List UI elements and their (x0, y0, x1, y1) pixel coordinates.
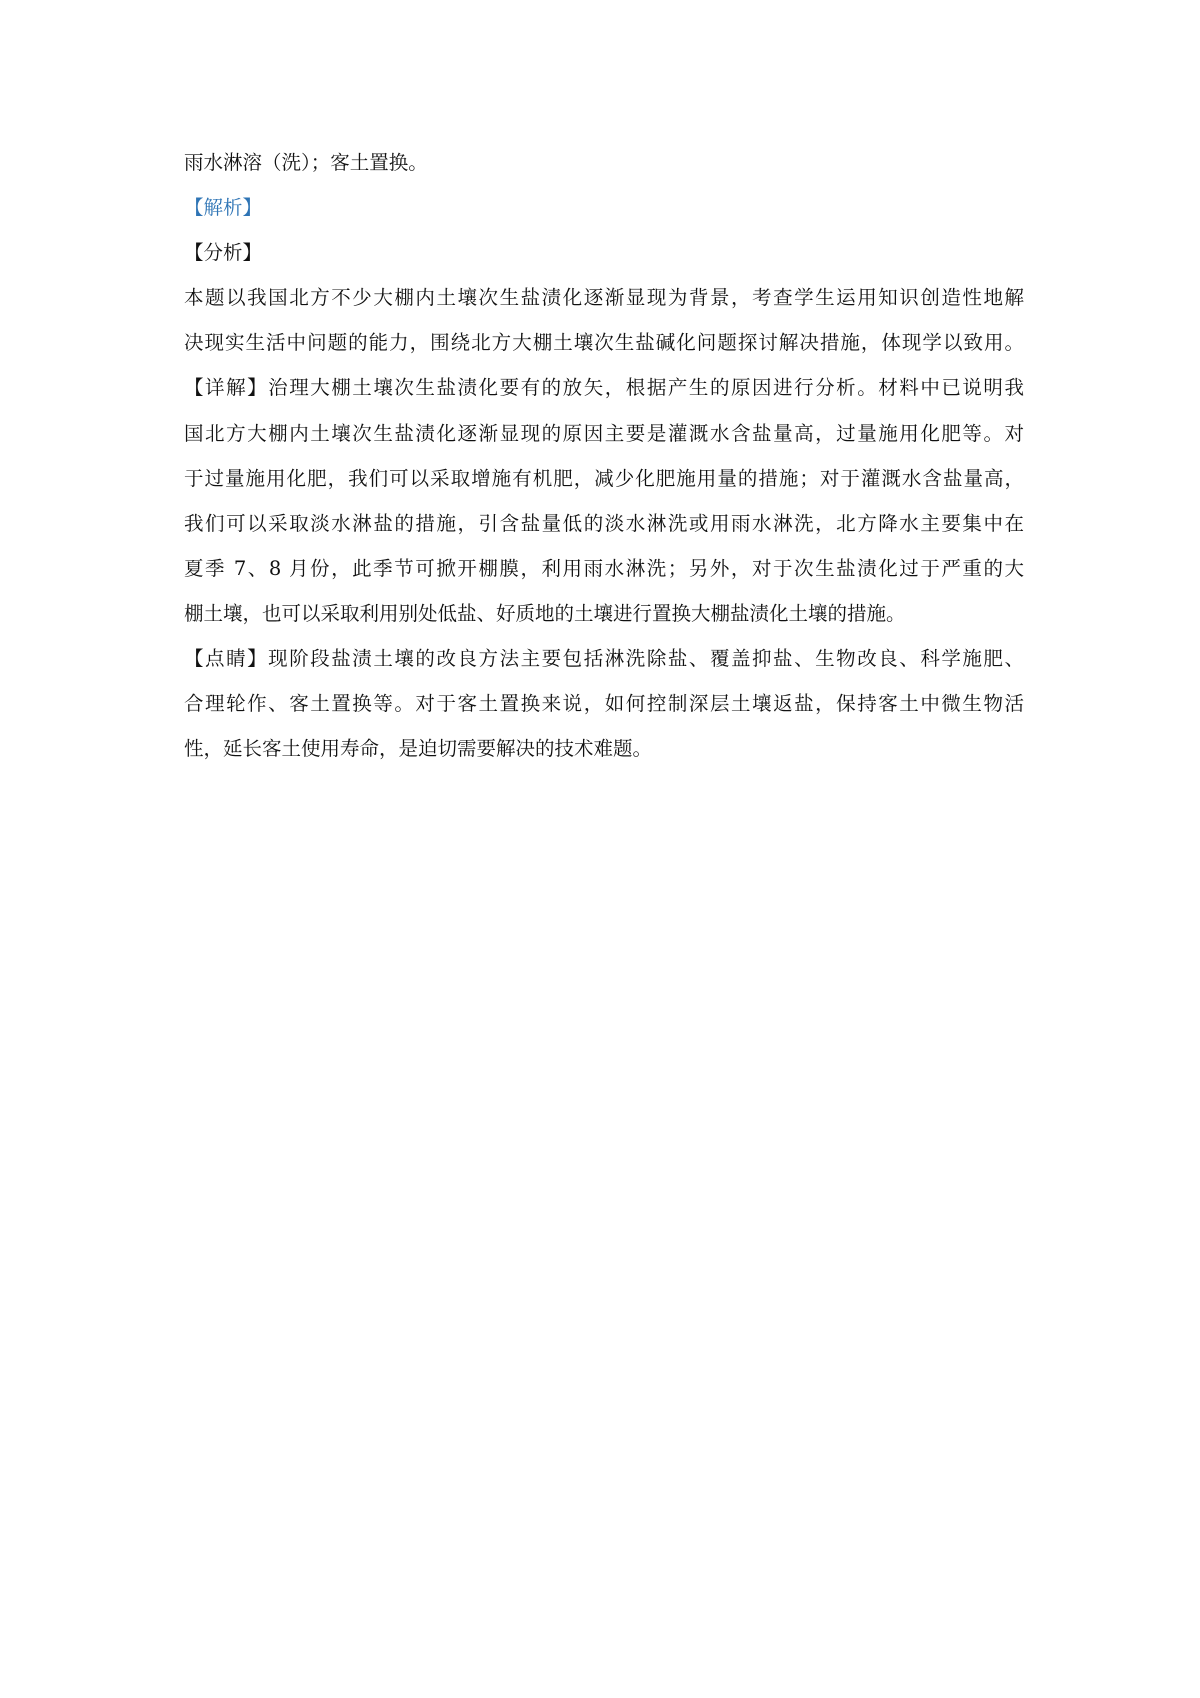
detail-line (184, 511, 1024, 537)
detail-text: 于过量施用化肥，我们可以采取增施有机肥，减少化肥施用量的措施；对于灌溉水含盐量高， (184, 466, 1024, 490)
analysis-line (184, 285, 1024, 311)
fenxi-label: 【分析】 (184, 241, 263, 265)
fenxi-heading (184, 240, 1024, 266)
document-page (184, 150, 1024, 781)
detail-text: 棚土壤，也可以采取利用别处低盐、好质地的土壤进行置换大棚盐渍化土壤的措施。 (184, 601, 906, 625)
answer-tail (184, 150, 1024, 176)
jiexi-heading (184, 195, 1024, 221)
detail-line (184, 375, 1024, 401)
dianjing-text: 现阶段盐渍土壤的改良方法主要包括淋洗除盐、覆盖抑盐、生物改良、科学施肥、 (268, 647, 1024, 671)
analysis-text: 本题以我国北方不少大棚内土壤次生盐渍化逐渐显现为背景，考查学生运用知识创造性地解 (184, 286, 1024, 310)
analysis-line (184, 330, 1024, 356)
detail-line (184, 556, 1024, 582)
analysis-text: 决现实生活中问题的能力，围绕北方大棚土壤次生盐碱化问题探讨解决措施，体现学以致用。 (184, 331, 1024, 355)
detail-text: 国北方大棚内土壤次生盐渍化逐渐显现的原因主要是灌溉水含盐量高，过量施用化肥等。对 (184, 421, 1024, 445)
detail-label: 【详解】 (184, 376, 269, 400)
detail-text: 治理大棚土壤次生盐渍化要有的放矢，根据产生的原因进行分析。材料中已说明我 (268, 376, 1024, 400)
dianjing-line (184, 646, 1024, 672)
jiexi-label: 【解析】 (184, 196, 263, 220)
detail-text: 我们可以采取淡水淋盐的措施，引含盐量低的淡水淋洗或用雨水淋洗，北方降水主要集中在 (184, 511, 1024, 535)
detail-line (184, 466, 1024, 492)
detail-line (184, 601, 1024, 627)
dianjing-line (184, 736, 1024, 762)
dianjing-label: 【点睛】 (184, 647, 269, 671)
dianjing-text: 合理轮作、客土置换等。对于客土置换来说，如何控制深层土壤返盐，保持客土中微生物活 (184, 692, 1024, 716)
dianjing-line (184, 691, 1024, 717)
detail-line (184, 421, 1024, 447)
dianjing-text: 性，延长客土使用寿命，是迫切需要解决的技术难题。 (184, 737, 653, 761)
detail-text: 夏季 7、8 月份，此季节可掀开棚膜，利用雨水淋洗；另外，对于次生盐渍化过于严重的大 (184, 556, 1024, 580)
answer-tail-text: 雨水淋溶（洗）；客土置换。 (184, 151, 428, 174)
